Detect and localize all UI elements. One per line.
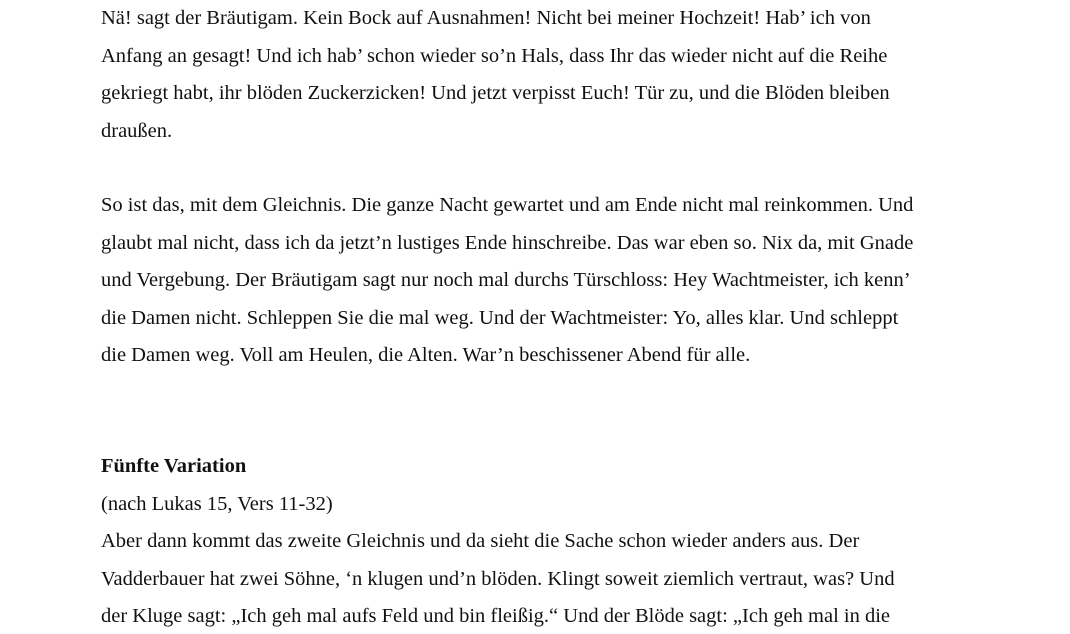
paragraph-1-line-2: Anfang an gesagt! Und ich hab’ schon wieder so’n Hals, dass Ihr das wieder nicht auf die Reihe — [101, 45, 888, 67]
paragraph-2-line-5: die Damen weg. Voll am Heulen, die Alten. War’n beschissener Abend für alle. — [101, 344, 751, 366]
paragraph-1-line-3: gekriegt habt, ihr blöden Zuckerzicken! Und jetzt verpisst Euch! Tür zu, und die Blöden bleiben — [101, 82, 890, 104]
section-subheading: (nach Lukas 15, Vers 11-32) — [101, 493, 333, 515]
section-line-2: Vadderbauer hat zwei Söhne, ‘n klugen und’n blöden. Klingt soweit ziemlich vertraut, was? Und — [101, 568, 895, 590]
paragraph-2-line-1: So ist das, mit dem Gleichnis. Die ganze Nacht gewartet und am Ende nicht mal reinkommen. Und — [101, 194, 914, 216]
section-line-1: Aber dann kommt das zweite Gleichnis und da sieht die Sache schon wieder anders aus. Der — [101, 530, 860, 552]
section-heading: Fünfte Variation — [101, 455, 247, 477]
paragraph-1-line-1: Nä! sagt der Bräutigam. Kein Bock auf Ausnahmen! Nicht bei meiner Hochzeit! Hab’ ich von — [101, 7, 871, 29]
paragraph-2-line-3: und Vergebung. Der Bräutigam sagt nur noch mal durchs Türschloss: Hey Wachtmeister, ich kenn’ — [101, 269, 911, 291]
paragraph-1-line-4: draußen. — [101, 120, 173, 142]
paragraph-2-line-2: glaubt mal nicht, dass ich da jetzt’n lustiges Ende hinschreibe. Das war eben so. Nix da, mit Gnade — [101, 232, 914, 254]
paragraph-2-line-4: die Damen nicht. Schleppen Sie die mal weg. Und der Wachtmeister: Yo, alles klar. Und schleppt — [101, 307, 899, 329]
section-line-3: der Kluge sagt: „Ich geh mal aufs Feld und bin fleißig.“ Und der Blöde sagt: „Ich geh mal in die — [101, 605, 891, 627]
